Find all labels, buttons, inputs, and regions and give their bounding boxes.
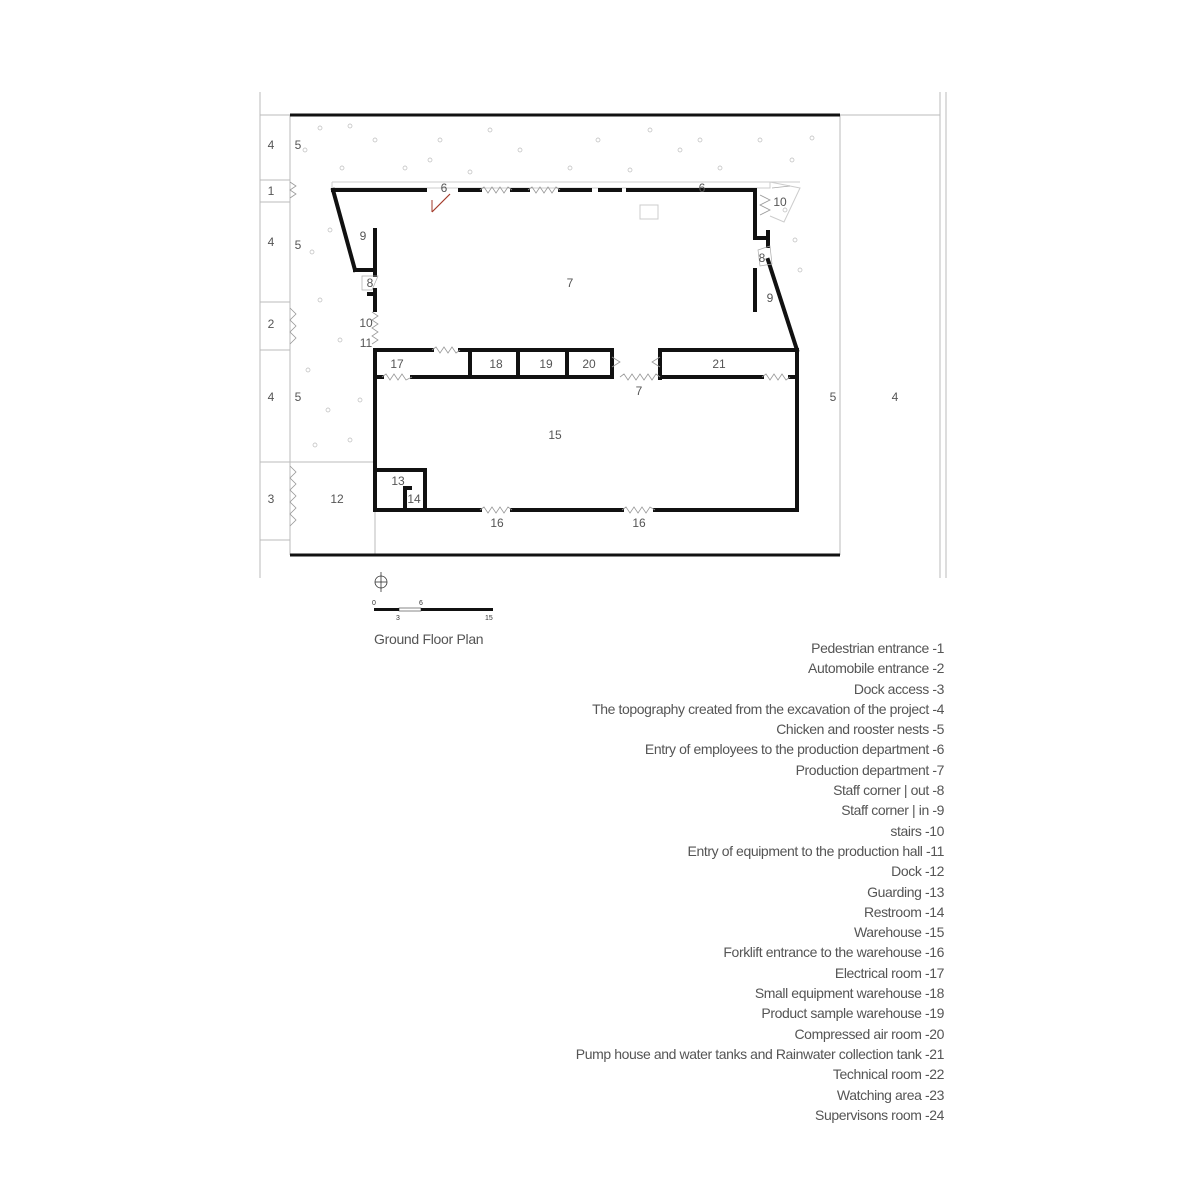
- legend-item: Automobile entrance -2: [808, 660, 944, 677]
- room-label: 5: [294, 138, 302, 152]
- room-label: 5: [829, 390, 837, 404]
- legend-item: Production department -7: [795, 761, 944, 778]
- site-edge-lines: [290, 115, 840, 555]
- legend-item: Watching area -23: [836, 1086, 944, 1103]
- north-arrow-icon: [375, 572, 387, 592]
- legend-item: Restroom -14: [863, 903, 944, 920]
- room-label: 9: [766, 291, 774, 305]
- room-label: 20: [582, 357, 596, 371]
- legend-item: Small equipment warehouse -18: [754, 985, 944, 1002]
- room-label: 13: [391, 474, 405, 488]
- scale-tick: 0: [372, 600, 376, 607]
- room-label: 5: [294, 238, 302, 252]
- legend-item: Dock access -3: [853, 680, 944, 697]
- room-label: 16: [632, 516, 646, 530]
- walls: [333, 190, 797, 510]
- room-label: 10: [359, 316, 373, 330]
- legend-item: The topography created from the excavation of the project -4: [592, 700, 944, 717]
- room-label: 15: [548, 428, 562, 442]
- room-label: 5: [294, 390, 302, 404]
- legend-item: Entry of equipment to the production hall -11: [687, 842, 944, 859]
- room-label: 16: [490, 516, 504, 530]
- room-label: 7: [635, 384, 643, 398]
- legend-item: Pump house and water tanks and Rainwater collection tank -21: [575, 1045, 944, 1062]
- room-label: 7: [566, 276, 574, 290]
- room-label: 2: [267, 317, 275, 331]
- legend-item: Warehouse -15: [854, 924, 944, 941]
- room-label: 4: [267, 138, 275, 152]
- stairs: [359, 186, 790, 290]
- legend-item: Technical room -22: [832, 1066, 944, 1083]
- legend-item: Pedestrian entrance -1: [811, 640, 944, 656]
- legend-item: Guarding -13: [867, 883, 944, 900]
- legend-item: Product sample warehouse -19: [761, 1005, 944, 1022]
- legend-item: stairs -10: [890, 822, 944, 839]
- gate-marks: [290, 182, 296, 526]
- room-label: 9: [359, 229, 367, 243]
- room-label: 6: [698, 181, 706, 195]
- room-label: 8: [366, 276, 374, 290]
- room-label: 1: [267, 184, 275, 198]
- legend-item: Supervisons room -24: [815, 1106, 944, 1123]
- room-label: 8: [758, 251, 766, 265]
- room-label: 11: [359, 336, 373, 350]
- employee-door-accent: [432, 194, 450, 212]
- legend-item: Staff corner | in -9: [841, 802, 944, 819]
- legend-item: Compressed air room -20: [794, 1025, 944, 1042]
- room-label: 4: [267, 390, 275, 404]
- room-label: 3: [267, 492, 275, 506]
- legend-item: Entry of employees to the production department -6: [644, 741, 944, 758]
- room-label: 4: [891, 390, 899, 404]
- room-label: 17: [390, 357, 404, 371]
- legend-item: Forklift entrance to the warehouse -16: [723, 944, 944, 961]
- room-label: 18: [489, 357, 503, 371]
- legend-item: Staff corner | out -8: [833, 782, 944, 799]
- plan-title: Ground Floor Plan: [374, 631, 484, 647]
- nest-dots: [303, 124, 814, 447]
- scale-tick: 6: [419, 600, 423, 607]
- room-label: 6: [440, 181, 448, 195]
- legend: [576, 638, 944, 1125]
- legend-item: Dock -12: [891, 863, 944, 880]
- room-label: 4: [267, 235, 275, 249]
- room-labels: [268, 138, 899, 530]
- legend-item: Electrical room -17: [834, 964, 944, 981]
- legend-item: Chicken and rooster nests -5: [776, 721, 944, 738]
- site-boundary: [260, 92, 946, 578]
- room-label: 14: [407, 492, 421, 506]
- scale-tick: 15: [485, 615, 493, 622]
- scale-tick: 3: [396, 615, 400, 622]
- scale-bar: [372, 600, 493, 622]
- room-label: 21: [712, 357, 726, 371]
- room-label: 19: [539, 357, 553, 371]
- room-label: 10: [773, 195, 787, 209]
- room-label: 12: [330, 492, 344, 506]
